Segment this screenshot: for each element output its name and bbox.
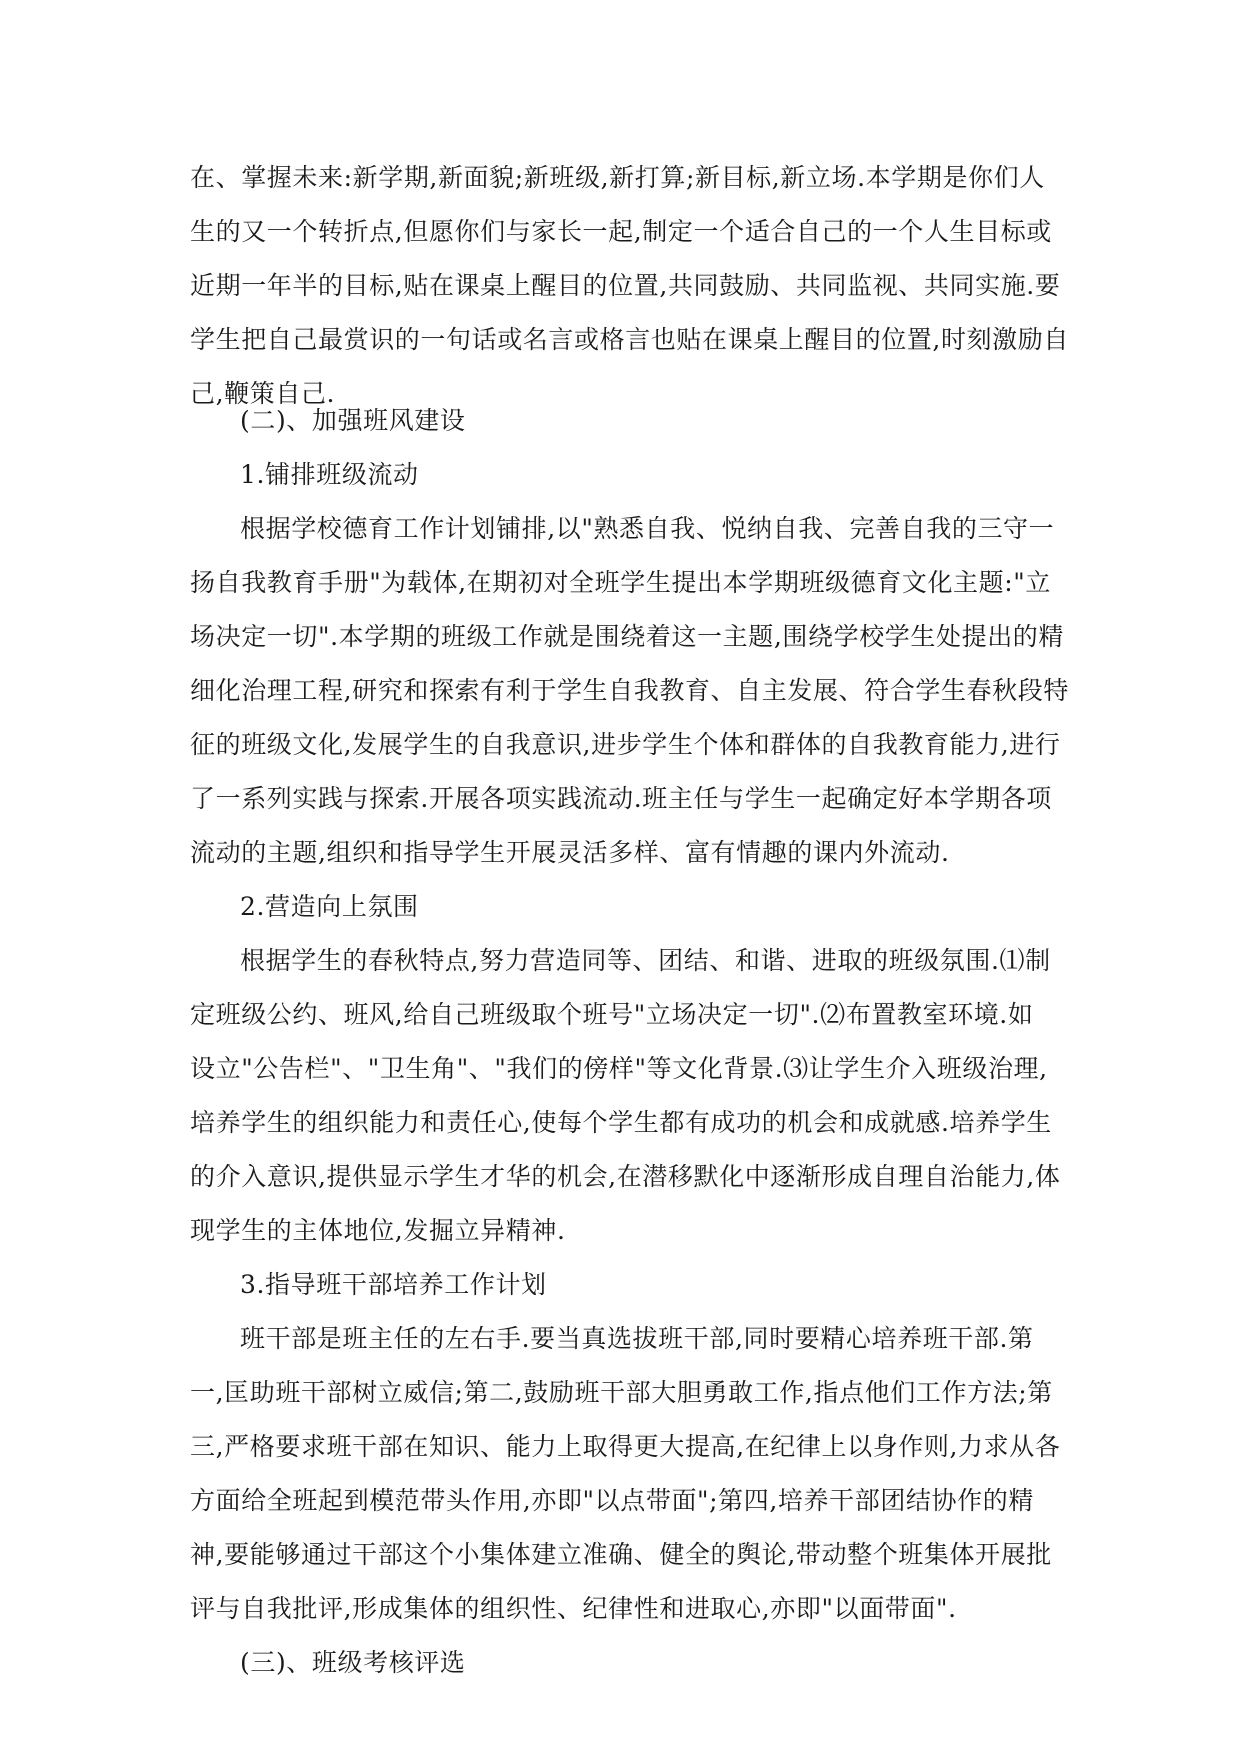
paragraph-3-line-1: 根据学生的春秋特点,努力营造同等、团结、和谐、进取的班级氛围.⑴制 [240, 946, 1051, 975]
paragraph-3-line-3: 设立"公告栏"、"卫生角"、"我们的傍样"等文化背景.⑶让学生介入班级治理, [190, 1054, 1048, 1083]
paragraph-1-line-3: 近期一年半的目标,贴在课桌上醒目的位置,共同鼓励、共同监视、共同实施.要 [190, 271, 1061, 300]
paragraph-1-line-4: 学生把自己最赏识的一句话或名言或格言也贴在课桌上醒目的位置,时刻激励自 [190, 325, 1069, 354]
paragraph-3-line-5: 的介入意识,提供显示学生才华的机会,在潜移默化中逐渐形成自理自治能力,体 [190, 1162, 1061, 1191]
paragraph-4-line-5: 神,要能够通过干部这个小集体建立准确、健全的舆论,带动整个班集体开展批 [190, 1540, 1052, 1569]
paragraph-2-line-3: 场决定一切".本学期的班级工作就是围绕着这一主题,围绕学校学生处提出的精 [190, 622, 1064, 651]
paragraph-2-line-7: 流动的主题,组织和指导学生开展灵活多样、富有情趣的课内外流动. [190, 838, 950, 867]
paragraph-4-line-1: 班干部是班主任的左右手.要当真选拔班干部,同时要精心培养班干部.第 [240, 1324, 1034, 1353]
paragraph-4-line-2: 一,匡助班干部树立威信;第二,鼓励班干部大胆勇敢工作,指点他们工作方法;第 [190, 1378, 1053, 1407]
section-heading-2: (二)、加强班风建设 [240, 406, 466, 435]
paragraph-2-line-5: 征的班级文化,发展学生的自我意识,进步学生个体和群体的自我教育能力,进行 [190, 730, 1061, 759]
item-heading-3: 3.指导班干部培养工作计划 [240, 1270, 547, 1299]
item-heading-2: 2.营造向上氛围 [240, 892, 419, 921]
paragraph-3-line-2: 定班级公约、班风,给自己班级取个班号"立场决定一切".⑵布置教室环境.如 [190, 1000, 1034, 1029]
paragraph-2-line-1: 根据学校德育工作计划铺排,以"熟悉自我、悦纳自我、完善自我的三守一 [240, 514, 1055, 543]
paragraph-3-line-6: 现学生的主体地位,发掘立异精神. [190, 1216, 566, 1245]
paragraph-2-line-6: 了一系列实践与探索.开展各项实践流动.班主任与学生一起确定好本学期各项 [190, 784, 1052, 813]
section-heading-3: (三)、班级考核评选 [240, 1648, 466, 1677]
item-heading-1: 1.铺排班级流动 [240, 460, 419, 489]
paragraph-2-line-2: 扬自我教育手册"为载体,在期初对全班学生提出本学期班级德育文化主题:"立 [190, 568, 1051, 597]
paragraph-1-line-5: 己,鞭策自己. [190, 379, 336, 408]
paragraph-4-line-3: 三,严格要求班干部在知识、能力上取得更大提高,在纪律上以身作则,力求从各 [190, 1432, 1061, 1461]
paragraph-1-line-2: 生的又一个转折点,但愿你们与家长一起,制定一个适合自己的一个人生目标或 [190, 217, 1052, 246]
paragraph-1-line-1: 在、掌握未来:新学期,新面貌;新班级,新打算;新目标,新立场.本学期是你们人 [190, 163, 1045, 192]
paragraph-2-line-4: 细化治理工程,研究和探索有利于学生自我教育、自主发展、符合学生春秋段特 [190, 676, 1069, 705]
paragraph-4-line-6: 评与自我批评,形成集体的组织性、纪律性和进取心,亦即"以面带面". [190, 1594, 957, 1623]
paragraph-3-line-4: 培养学生的组织能力和责任心,使每个学生都有成功的机会和成就感.培养学生 [190, 1108, 1052, 1137]
paragraph-4-line-4: 方面给全班起到模范带头作用,亦即"以点带面";第四,培养干部团结协作的精 [190, 1486, 1034, 1515]
